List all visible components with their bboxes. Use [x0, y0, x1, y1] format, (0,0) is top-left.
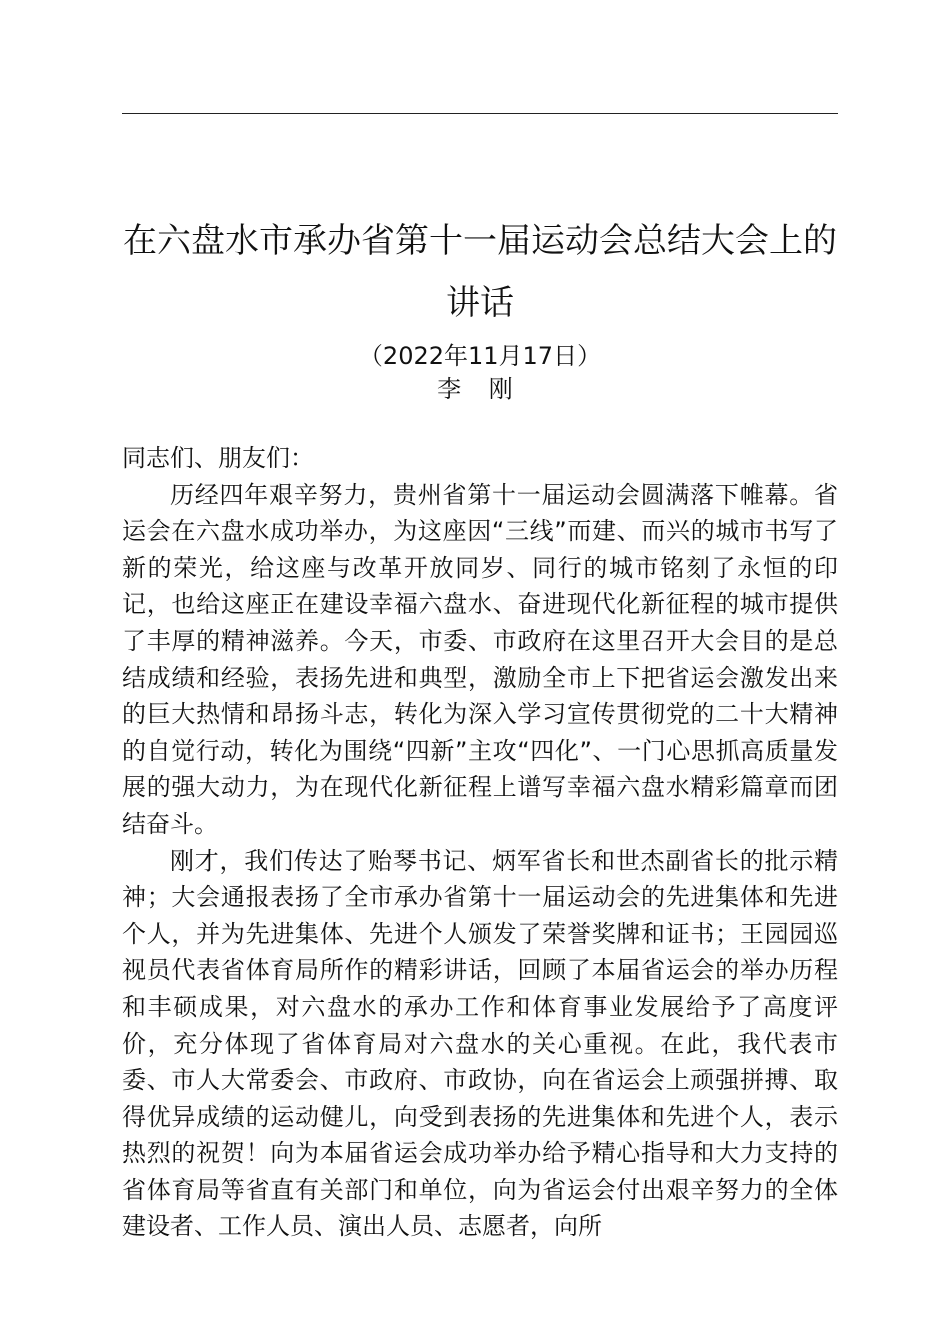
header-rule [122, 113, 838, 114]
speaker-name: 李 刚 [437, 375, 523, 403]
document-title: 在六盘水市承办省第十一届运动会总结大会上的讲话 [123, 221, 837, 323]
salutation: 同志们、朋友们： [122, 444, 314, 472]
speech-date: （2022年11月17日） [358, 342, 602, 370]
paragraph: 历经四年艰辛努力，贵州省第十一届运动会圆满落下帷幕。省运会在六盘水成功举办，为这座因“三线”而建、而兴的城市书写了新的荣光，给这座与改革开放同岁、同行的城市铭刻了永恒的印记，也给这座正在建设幸福六盘水、奋进现代化新征程的城市提供了丰厚的精神滋养。今天，市委、市政府在这里召开大会目的是总结成绩和经验，表扬先进和典型，激励全市上下把省运会激发出来的巨大热情和昂扬斗志，转化为深入学习宣传贯彻党的二十大精神的自觉行动，转化为围绕“四新”主攻“四化”、一门心思抓高质量发展的强大动力，为在现代化新征程上谱写幸福六盘水精彩篇章而团结奋斗。 [122, 480, 838, 838]
speech-body [122, 440, 838, 1245]
paragraph: 刚才，我们传达了贻琴书记、炳军省长和世杰副省长的批示精神；大会通报表扬了全市承办省第十一届运动会的先进集体和先进个人，并为先进集体、先进个人颁发了荣誉奖牌和证书；王园园巡视员代表省体育局所作的精彩讲话，回顾了本届省运会的举办历程和丰硕成果，对六盘水的承办工作和体育事业发展给予了高度评价，充分体现了省体育局对六盘水的关心重视。在此，我代表市委、市人大常委会、市政府、市政协，向在省运会上顽强拼搏、取得优异成绩的运动健儿，向受到表扬的先进集体和先进个人，表示热烈的祝贺！向为本届省运会成功举办给予精心指导和大力支持的省体育局等省直有关部门和单位，向为省运会付出艰辛努力的全体建设者、工作人员、演出人员、志愿者，向所 [122, 846, 838, 1241]
